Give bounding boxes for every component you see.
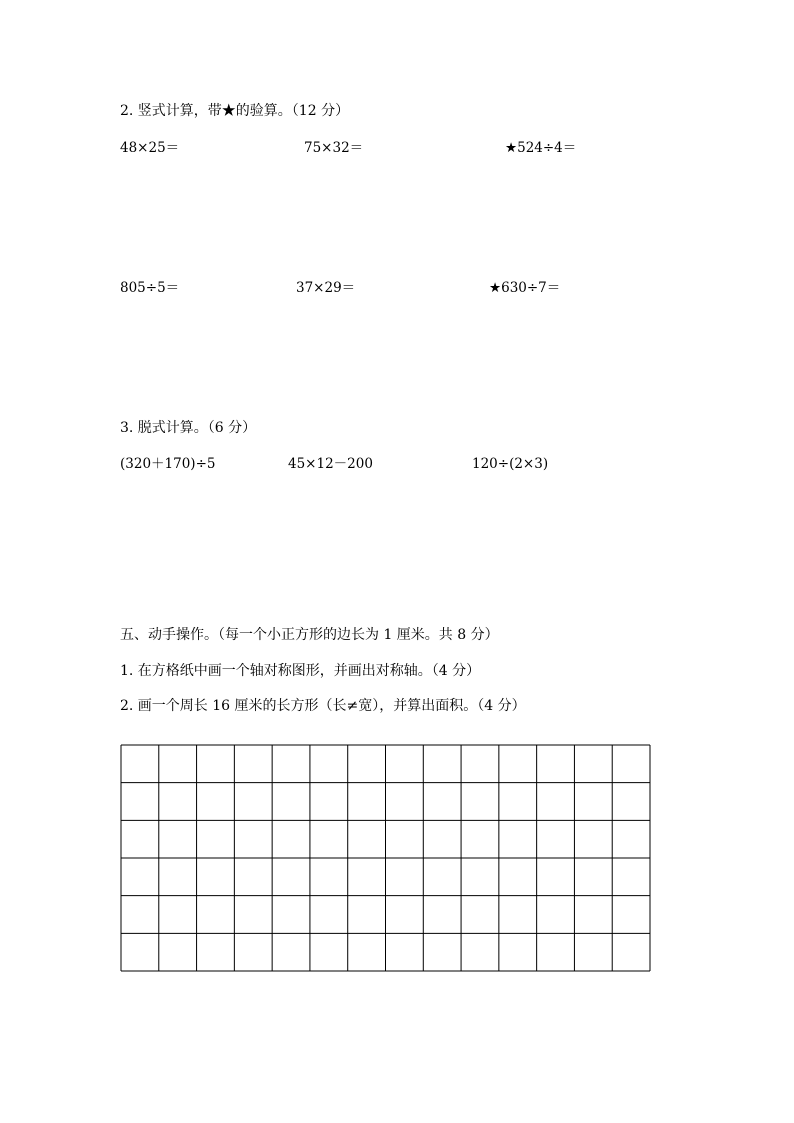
calc-48x25: 48×25＝ <box>120 140 180 156</box>
step-calc-1: (320＋170)÷5 <box>120 456 216 472</box>
calc-805div5: 805÷5＝ <box>120 280 180 296</box>
hands-on-heading: 五、动手操作。（每一个小正方形的边长为 1 厘米。共 8 分） <box>120 627 499 643</box>
grid-paper[interactable] <box>120 744 651 972</box>
step-calc-2: 45×12－200 <box>288 456 373 472</box>
hands-on-q1: 1. 在方格纸中画一个轴对称图形，并画出对称轴。（4 分） <box>120 663 481 679</box>
calc-75x32: 75×32＝ <box>304 140 364 156</box>
step-calc-heading: 3. 脱式计算。（6 分） <box>120 420 257 436</box>
step-calc-3: 120÷(2×3) <box>472 456 549 472</box>
hands-on-q2: 2. 画一个周长 16 厘米的长方形（长≠宽），并算出面积。（4 分） <box>120 698 526 714</box>
vertical-calc-heading: 2. 竖式计算，带★的验算。（12 分） <box>120 103 350 119</box>
calc-524div4: ★524÷4＝ <box>505 140 577 156</box>
calc-630div7: ★630÷7＝ <box>489 280 561 296</box>
calc-37x29: 37×29＝ <box>296 280 356 296</box>
